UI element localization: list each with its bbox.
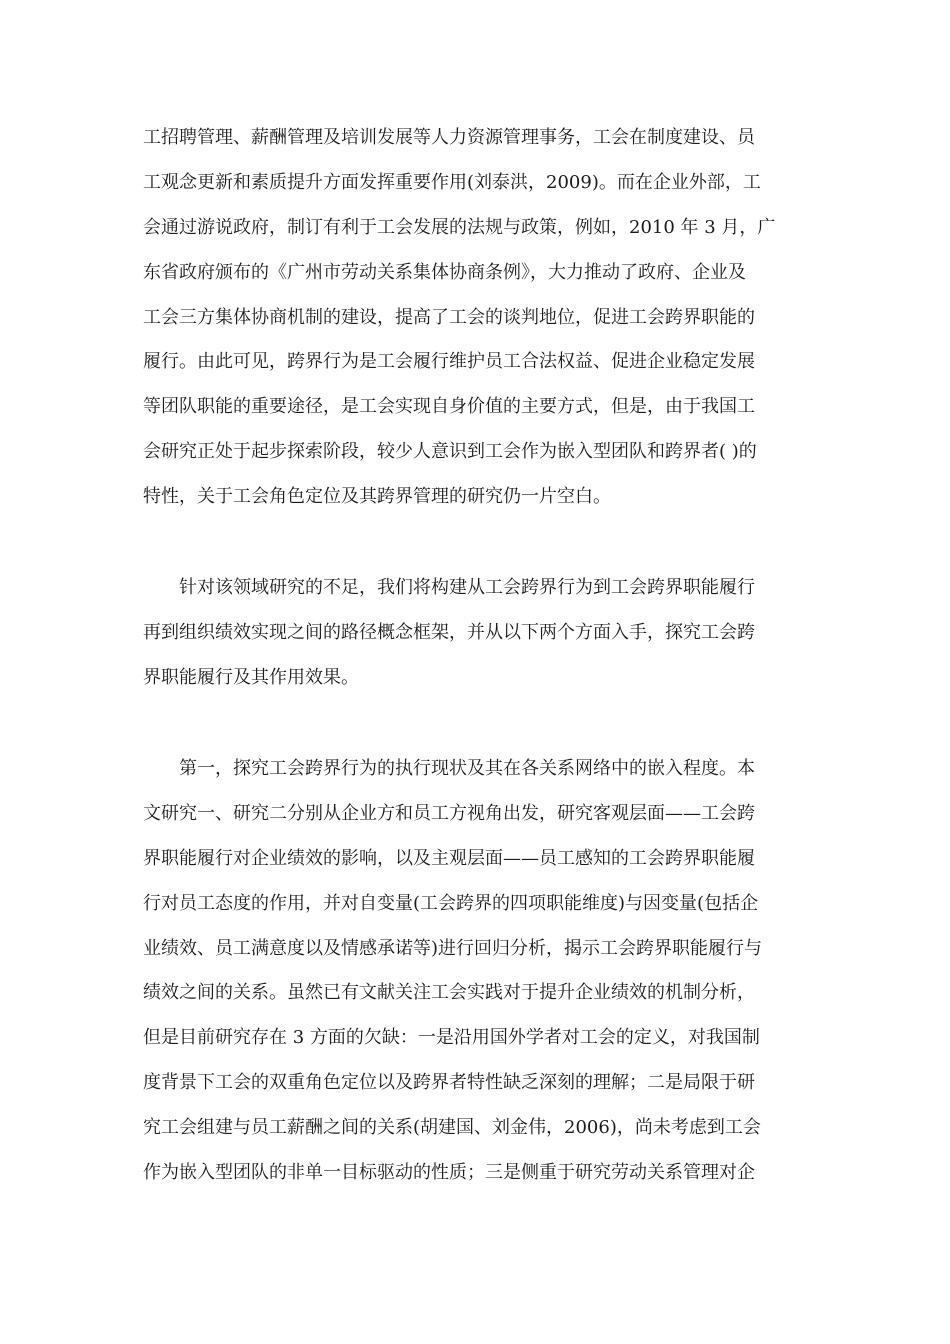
paragraph-3-line-7: 但是目前研究存在 3 方面的欠缺：一是沿用国外学者对工会的定义，对我国制	[143, 1027, 760, 1048]
paragraph-3-line-8: 度背景下工会的双重角色定位以及跨界者特性缺乏深刻的理解；二是局限于研	[143, 1072, 755, 1093]
paragraph-1-line-4: 东省政府颁布的《广州市劳动关系集体协商条例》，大力推动了政府、企业及	[143, 262, 746, 283]
paragraph-3-line-2: 文研究一、研究二分别从企业方和员工方视角出发，研究客观层面——工会跨	[143, 803, 755, 824]
paragraph-2-line-3: 界职能履行及其作用效果。	[143, 667, 359, 688]
paragraph-3-line-6: 绩效之间的关系。虽然已有文献关注工会实践对于提升企业绩效的机制分析，	[143, 982, 755, 1003]
paragraph-3-line-4: 行对员工态度的作用，并对自变量(工会跨界的四项职能维度)与因变量(包括企	[143, 893, 759, 914]
paragraph-3-line-9: 究工会组建与员工薪酬之间的关系(胡建国、刘金伟，2006)，尚未考虑到工会	[143, 1117, 761, 1138]
paragraph-3-line-5: 业绩效、员工满意度以及情感承诺等)进行回归分析，揭示工会跨界职能履行与	[143, 938, 763, 959]
paragraph-3-line-10: 作为嵌入型团队的非单一目标驱动的性质；三是侧重于研究劳动关系管理对企	[143, 1162, 755, 1183]
paragraph-1-line-9: 特性，关于工会角色定位及其跨界管理的研究仍一片空白。	[143, 486, 611, 507]
paragraph-1-line-8: 会研究正处于起步探索阶段，较少人意识到工会作为嵌入型团队和跨界者( )的	[143, 441, 757, 462]
paragraph-1-line-3: 会通过游说政府，制订有利于工会发展的法规与政策，例如，2010 年 3 月，广	[143, 217, 776, 238]
paragraph-3-line-1: 第一，探究工会跨界行为的执行现状及其在各关系网络中的嵌入程度。本	[179, 758, 755, 779]
paragraph-1-line-2: 工观念更新和素质提升方面发挥重要作用(刘泰洪，2009)。而在企业外部，工	[143, 172, 761, 193]
paragraph-3-line-3: 界职能履行对企业绩效的影响，以及主观层面——员工感知的工会跨界职能履	[143, 848, 755, 869]
paragraph-2-line-1: 针对该领域研究的不足，我们将构建从工会跨界行为到工会跨界职能履行	[179, 577, 755, 598]
paragraph-1-line-6: 履行。由此可见，跨界行为是工会履行维护员工合法权益、促进企业稳定发展	[143, 351, 755, 372]
paragraph-2-line-2: 再到组织绩效实现之间的路径概念框架，并从以下两个方面入手，探究工会跨	[143, 622, 755, 643]
paragraph-1-line-1: 工招聘管理、薪酬管理及培训发展等人力资源管理事务，工会在制度建设、员	[143, 127, 755, 148]
paragraph-1-line-5: 工会三方集体协商机制的建设，提高了工会的谈判地位，促进工会跨界职能的	[143, 307, 755, 328]
paragraph-1-line-7: 等团队职能的重要途径，是工会实现自身价值的主要方式，但是，由于我国工	[143, 396, 755, 417]
